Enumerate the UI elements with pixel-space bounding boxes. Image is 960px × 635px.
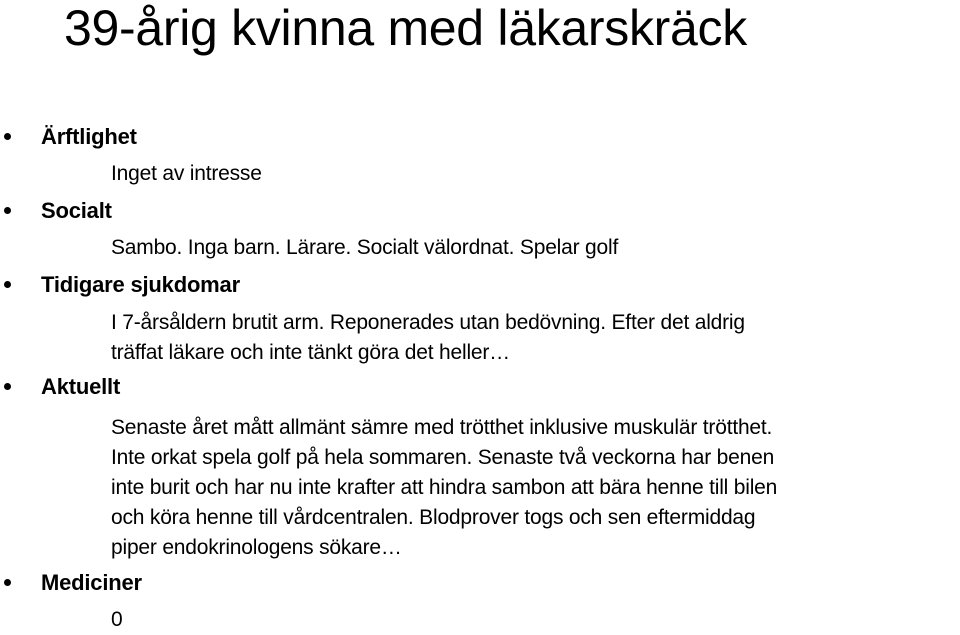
bullet-detail-arftlighet: Inget av intresse xyxy=(111,162,262,185)
bullet-dot-icon xyxy=(4,579,11,586)
slide-title: 39-årig kvinna med läkarskräck xyxy=(64,0,747,56)
bullet-dot-icon xyxy=(4,133,11,140)
bullet-detail-aktuellt: Senaste året mått allmänt sämre med trötthet inklusive muskulär trötthet. Inte orkat spela golf på hela sommaren. Senaste två veckorna har benen inte burit och har nu inte krafter att hindra sambon att bära henne till bilen och köra henne till vårdcentralen. Blodprover togs och sen eftermiddag piper endokrinologens sökare… xyxy=(111,416,778,559)
bullet-detail-mediciner: 0 xyxy=(111,608,123,631)
bullet-dot-icon xyxy=(4,207,11,214)
bullet-detail-tidigare-sjukdomar: I 7-årsåldern brutit arm. Reponerades utan bedövning. Efter det aldrig träffat läkare och inte tänkt göra det heller… xyxy=(111,311,745,364)
bullet-dot-icon xyxy=(4,281,11,288)
bullet-detail-socialt: Sambo. Inga barn. Lärare. Socialt välordnat. Spelar golf xyxy=(111,236,619,259)
bullet-heading: Mediciner xyxy=(41,570,142,595)
bullet-heading: Socialt xyxy=(41,198,112,223)
bullet-heading: Tidigare sjukdomar xyxy=(41,272,240,297)
bullet-dot-icon xyxy=(4,383,11,390)
bullet-heading: Aktuellt xyxy=(41,374,121,399)
bullet-heading: Ärftlighet xyxy=(41,124,137,149)
